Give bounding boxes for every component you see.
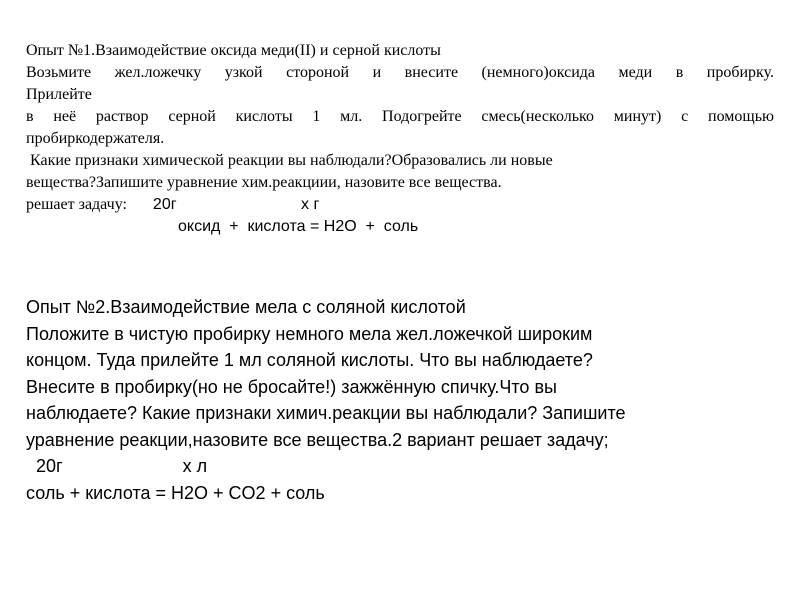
experiment-1-equation: оксид + кислота = H2O + соль [178, 218, 419, 235]
experiment-2-line-1: Положите в чистую пробирку немного мела жел.ложечкой широким [26, 323, 593, 344]
experiment-1-title: Опыт №1.Взаимодействие оксида меди(II) и серной кислоты [26, 42, 441, 59]
experiment-1-line-2: Прилейте [26, 86, 92, 103]
experiment-2-line-4: наблюдаете? Какие признаки химич.реакции вы наблюдали? Запишите [26, 403, 626, 423]
experiment-2-equation: соль + кислота = H2O + CO2 + соль [26, 482, 325, 503]
experiment-2-task-values: 20г x л [26, 456, 208, 476]
experiment-1-task-values: 20г x г [152, 196, 320, 213]
experiment-1-line-5: Какие признаки химической реакции вы наблюдали?Образовались ли новые [26, 152, 553, 169]
experiment-1-task-label: решает задачу: [26, 196, 127, 213]
experiment-2-line-3: Внесите в пробирку(но не бросайте!) зажжённую спичку.Что вы [26, 376, 557, 397]
experiment-1-line-4: пробиркодержателя. [26, 130, 165, 147]
experiment-1-task-row [26, 194, 774, 216]
experiment-1-line-6: вещества?Запишите уравнение хим.реакциии, назовите все вещества. [26, 174, 502, 191]
experiment-1-equation-row [26, 216, 774, 238]
experiment-2-title: Опыт №2.Взаимодействие мела с соляной кислотой [26, 297, 466, 317]
experiment-2-section [26, 294, 774, 506]
experiment-1-section [26, 40, 774, 238]
experiment-2-line-5: уравнение реакции,назовите все вещества.2 вариант решает задачу; [26, 429, 609, 450]
experiment-1-line-1: Возьмите жел.ложечку узкой стороной и внесите (немного)оксида меди в пробирку. [26, 64, 774, 81]
experiment-1-line-3: в неё раствор серной кислоты 1 мл. Подогрейте смесь(несколько минут) с помощью [26, 108, 774, 125]
experiment-2-line-2: концом. Туда прилейте 1 мл соляной кислоты. Что вы наблюдаете? [26, 350, 593, 370]
